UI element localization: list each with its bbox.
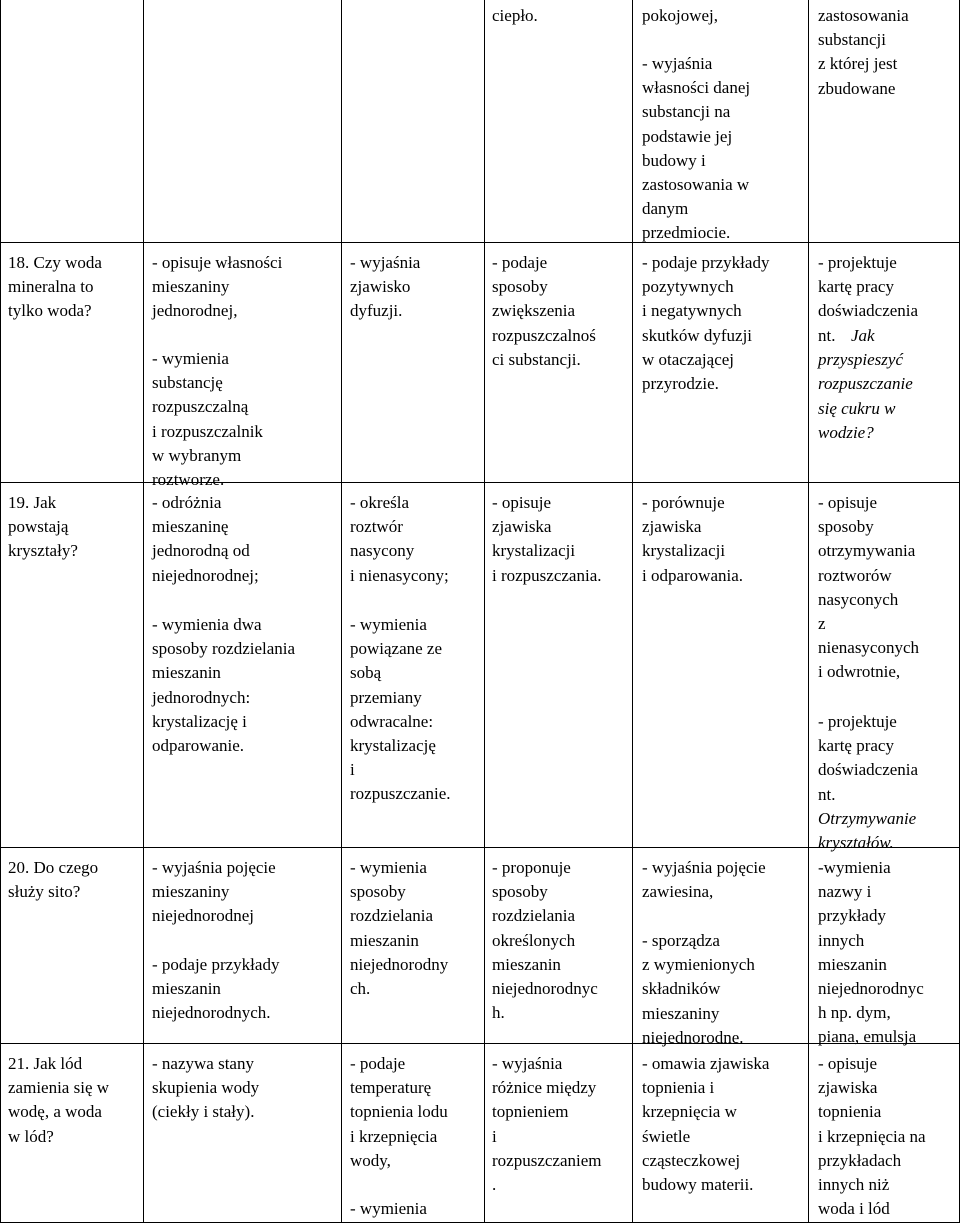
cont-c5-a: pokojowej, (642, 6, 719, 25)
row18-c6-plain: - projektuje kartę pracy doświadczenia nt. (818, 253, 919, 345)
row21-c3-item1: - podaje temperaturę topnienia lodu i krzepnięcia wody, (350, 1054, 448, 1170)
row21-c2-item1: - nazywa stany skupienia wody (ciekły i stały). (152, 1054, 260, 1122)
topic-21: 21. Jak lód zamienia się w wodę, a woda w lód? (8, 1054, 110, 1146)
row20-c2-item2: - podaje przykłady mieszanin niejednorodnych. (152, 955, 280, 1023)
row19-c3-item2: - wymienia powiązane ze sobą przemiany odwracalne: krystalizację i rozpuszczanie. (350, 615, 451, 804)
cont-c5-b: - wyjaśnia własności danej substancji na podstawie jej budowy i zastosowania w danym przedmiocie. (642, 54, 751, 243)
row19-c4-item1: - opisuje zjawiska krystalizacji i rozpuszczania. (492, 493, 602, 585)
topic-18: 18. Czy woda mineralna to tylko woda? (8, 253, 102, 321)
row19-c3-item1: - określa roztwór nasycony i nienasycony; (350, 493, 449, 585)
row20-c5-item1: - wyjaśnia pojęcie zawiesina, (642, 858, 766, 902)
row18-c2-item2: - wymienia substancję rozpuszczalną i rozpuszczalnik w wybranym roztworze. (152, 349, 263, 490)
row19-c6-item1: - opisuje sposoby otrzymywania roztworów nasyconych z nienasyconych i odwrotnie, (818, 493, 920, 682)
row21-c5-item1: - omawia zjawiska topnienia i krzepnięcia w świetle cząsteczkowej budowy materii. (642, 1054, 770, 1195)
row18-c4-item1: - podaje sposoby zwiększenia rozpuszczalnoś ci substancji. (492, 253, 596, 369)
row21-c3-item2: - wymienia (350, 1199, 427, 1218)
row19-c2-item2: - wymienia dwa sposoby rozdzielania mieszanin jednorodnych: krystalizację i odparowanie. (152, 615, 296, 756)
row21-c4-item1: - wyjaśnia różnice między topnieniem i rozpuszczaniem . (492, 1054, 602, 1195)
row20-c2-item1: - wyjaśnia pojęcie mieszaniny niejednorodnej (152, 858, 276, 926)
row18-c6-italic: Jak przyspieszyć rozpuszczanie się cukru w wodzie? (818, 326, 913, 442)
row19-c5-item1: - porównuje zjawiska krystalizacji i odparowania. (642, 493, 744, 585)
row19-c6-item2-plain: - projektuje kartę pracy doświadczenia nt. (818, 712, 919, 804)
row18-c5-item1: - podaje przykłady pozytywnych i negatywnych skutków dyfuzji w otaczającej przyrodzie. (642, 253, 770, 394)
row20-c5-item2: - sporządza z wymienionych składników mieszaniny niejednorodne. (642, 931, 755, 1047)
row18-c3-item1: - wyjaśnia zjawisko dyfuzji. (350, 253, 421, 321)
row18-c2-item1: - opisuje własności mieszaniny jednorodnej, (152, 253, 283, 321)
row21-c6-item1: - opisuje zjawiska topnienia i krzepnięcia na przykładach innych niż woda i lód (818, 1054, 926, 1219)
topic-20: 20. Do czego służy sito? (8, 858, 99, 902)
row20-c6-item1: -wymienia nazwy i przykłady innych mieszanin niejednorodnyc h np. dym, piana, emulsja (818, 858, 924, 1047)
row20-c3-item1: - wymienia sposoby rozdzielania mieszanin niejednorodny ch. (350, 858, 449, 999)
cont-c6: zastosowania substancji z której jest zbudowane (818, 6, 909, 98)
topic-19: 19. Jak powstają kryształy? (8, 493, 78, 561)
row20-c4-item1: - proponuje sposoby rozdzielania określonych mieszanin niejednorodnyc h. (492, 858, 598, 1023)
row19-c6-item2-italic: Otrzymywanie kryształów. (818, 809, 917, 853)
row19-c2-item1: - odróżnia mieszaninę jednorodną od niejednorodnej; (152, 493, 259, 585)
cont-c4: ciepło. (492, 6, 538, 25)
